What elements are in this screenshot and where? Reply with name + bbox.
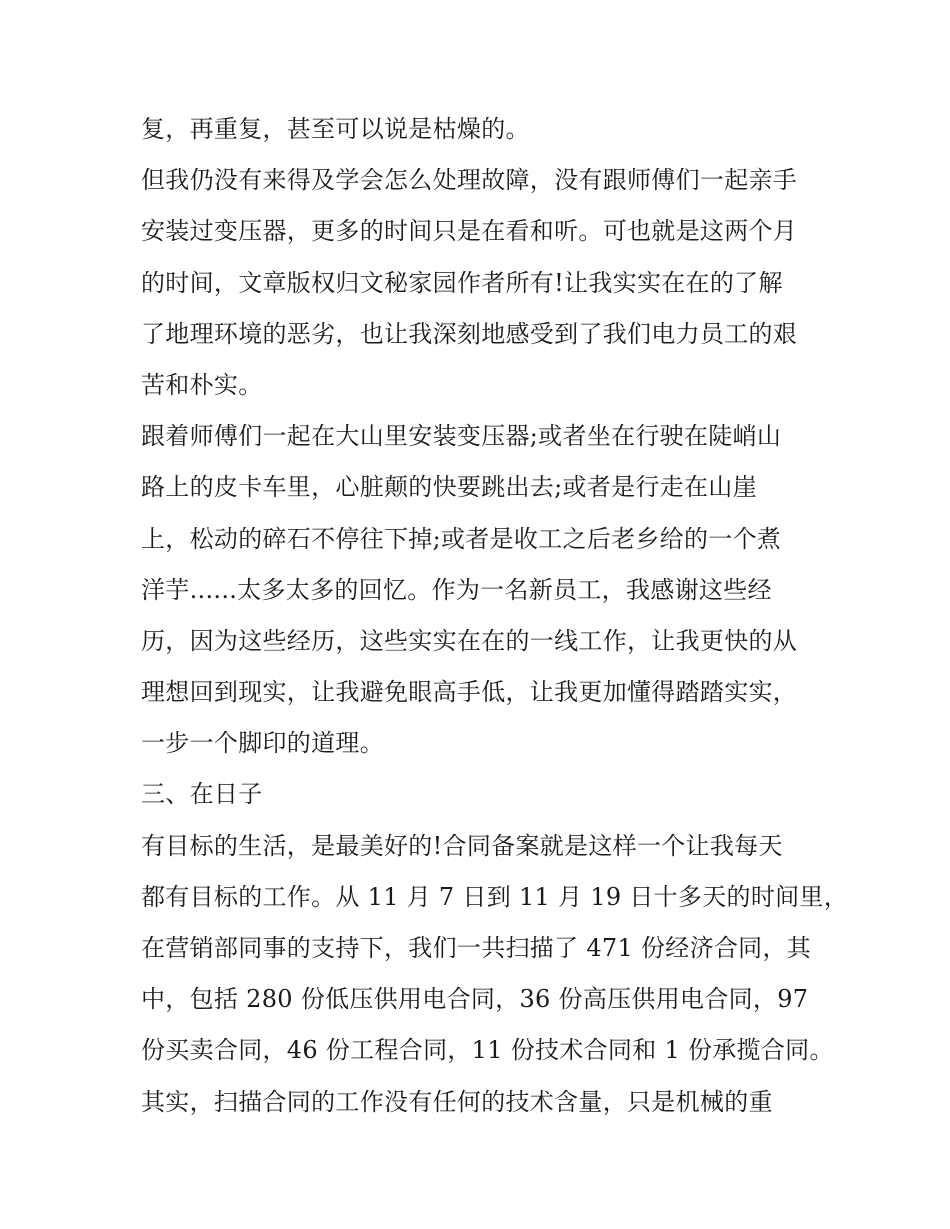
text-line-16: 都有目标的工作。从 11 月 7 日到 11 月 19 日十多天的时间里， <box>141 882 849 911</box>
text-line-5: 了地理环境的恶劣，也让我深刻地感受到了我们电力员工的艰 <box>141 319 798 348</box>
text-line-1: 复，再重复，甚至可以说是枯燥的。 <box>141 115 530 143</box>
text-line-20: 其实，扫描合同的工作没有任何的技术含量，只是机械的重 <box>141 1087 773 1116</box>
text-line-15: 有目标的生活，是最美好的!合同备案就是这样一个让我每天 <box>141 831 783 860</box>
text-line-7: 跟着师傅们一起在大山里安装变压器;或者坐在行驶在陡峭山 <box>141 422 782 451</box>
text-line-3: 安装过变压器，更多的时间只是在看和听。可也就是这两个月 <box>141 217 798 246</box>
text-line-13: 一步一个脚印的道理。 <box>141 729 384 758</box>
text-line-9: 上，松动的碎石不停往下掉;或者是收工之后老乡给的一个煮 <box>141 524 782 553</box>
text-line-10: 洋芋......太多太多的回忆。作为一名新员工，我感谢这些经 <box>141 575 772 604</box>
text-line-12: 理想回到现实，让我避免眼高手低，让我更加懂得踏踏实实， <box>141 678 798 707</box>
text-line-4: 的时间，文章版权归文秘家园作者所有!让我实实在在的了解 <box>141 268 783 297</box>
text-line-6: 苦和朴实。 <box>141 370 263 399</box>
text-line-11: 历，因为这些经历，这些实实在在的一线工作，让我更快的从 <box>141 626 798 655</box>
text-line-18: 中，包括 280 份低压供用电合同，36 份高压供用电合同，97 <box>141 985 809 1014</box>
text-line-2: 但我仍没有来得及学会怎么处理故障，没有跟师傅们一起亲手 <box>141 166 798 195</box>
section-heading: 三、在日子 <box>141 780 263 809</box>
body-text <box>141 104 849 1128</box>
text-line-17: 在营销部同事的支持下，我们一共扫描了 471 份经济合同，其 <box>141 934 812 962</box>
text-line-19: 份买卖合同，46 份工程合同，11 份技术合同和 1 份承揽合同。 <box>141 1036 834 1065</box>
text-line-8: 路上的皮卡车里，心脏颠的快要跳出去;或者是行走在山崖 <box>141 473 757 502</box>
